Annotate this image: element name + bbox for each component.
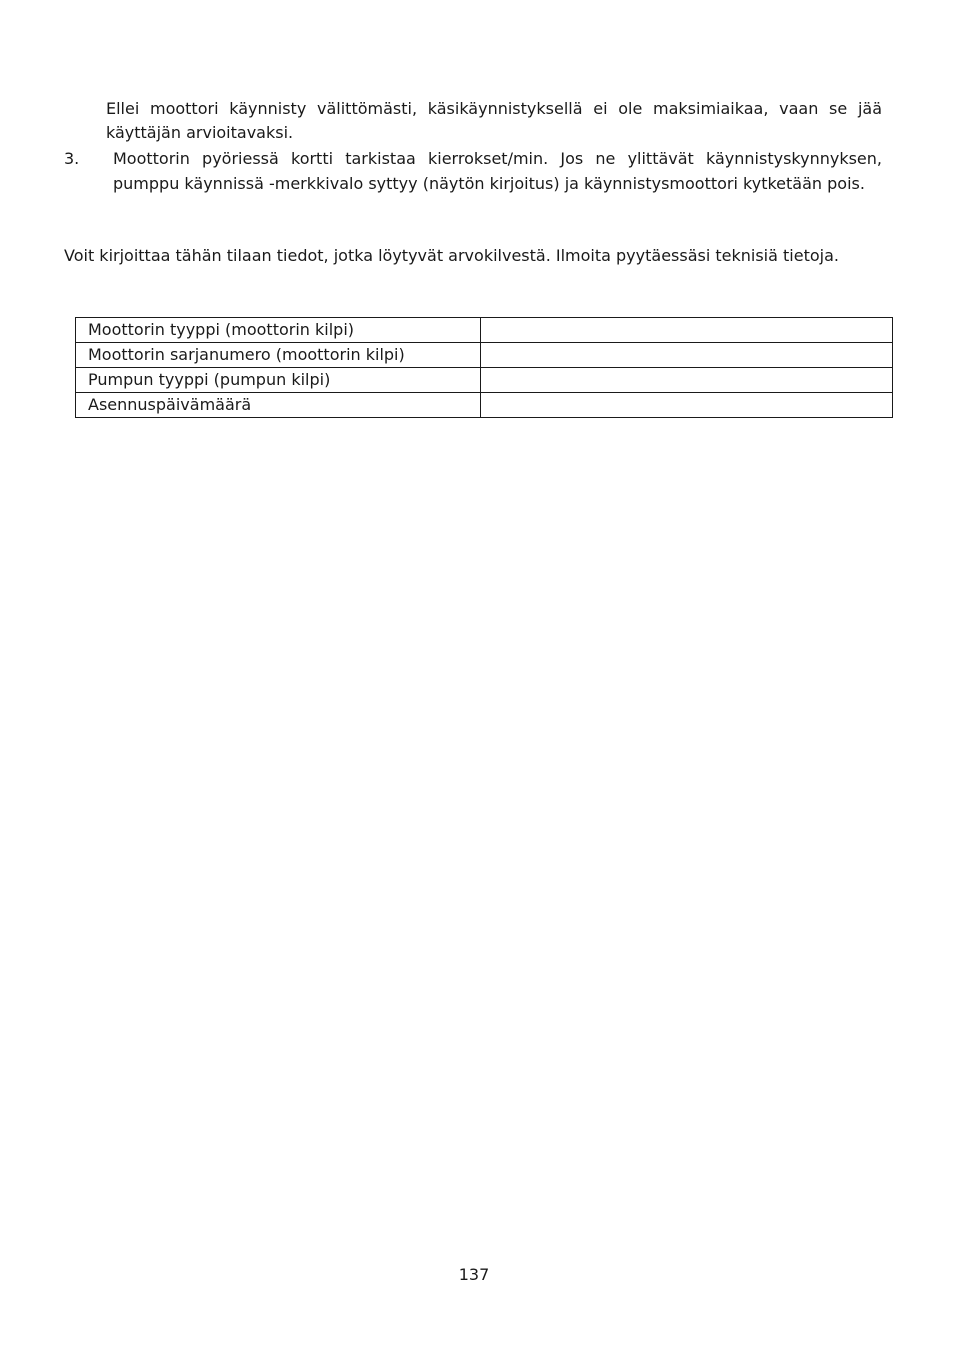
list-item-text: Moottorin pyöriessä kortti tarkistaa kierrokset/min. Jos ne ylittävät käynnistyskynnyksen, pumppu käynnissä -merkkivalo syttyy (näytön kirjoitus) ja käynnistysmoottori kytketään pois. — [113, 149, 882, 193]
table-row — [76, 368, 893, 393]
table-label-cell: Pumpun tyyppi (pumpun kilpi) — [76, 368, 481, 393]
table-label-cell: Moottorin tyyppi (moottorin kilpi) — [76, 318, 481, 343]
table-label-cell: Asennuspäivämäärä — [76, 393, 481, 418]
list-item-step-3 — [64, 146, 882, 196]
table-value-cell[interactable] — [481, 368, 893, 393]
table-row — [76, 318, 893, 343]
table-label-cell: Moottorin sarjanumero (moottorin kilpi) — [76, 343, 481, 368]
table-row — [76, 393, 893, 418]
nameplate-info-paragraph: Voit kirjoittaa tähän tilaan tiedot, jotka löytyvät arvokilvestä. Ilmoita pyytäessäsi teknisiä tietoja. — [64, 246, 839, 265]
continuation-paragraph: Ellei moottori käynnisty välittömästi, käsikäynnistyksellä ei ole maksimiaikaa, vaan se jää käyttäjän arvioitavaksi. — [106, 99, 882, 142]
table-value-cell[interactable] — [481, 318, 893, 343]
table-row — [76, 343, 893, 368]
list-number: 3. — [64, 149, 80, 168]
table-value-cell[interactable] — [481, 343, 893, 368]
table-value-cell[interactable] — [481, 393, 893, 418]
page-number: 137 — [458, 1265, 490, 1284]
nameplate-info-table — [75, 317, 893, 418]
